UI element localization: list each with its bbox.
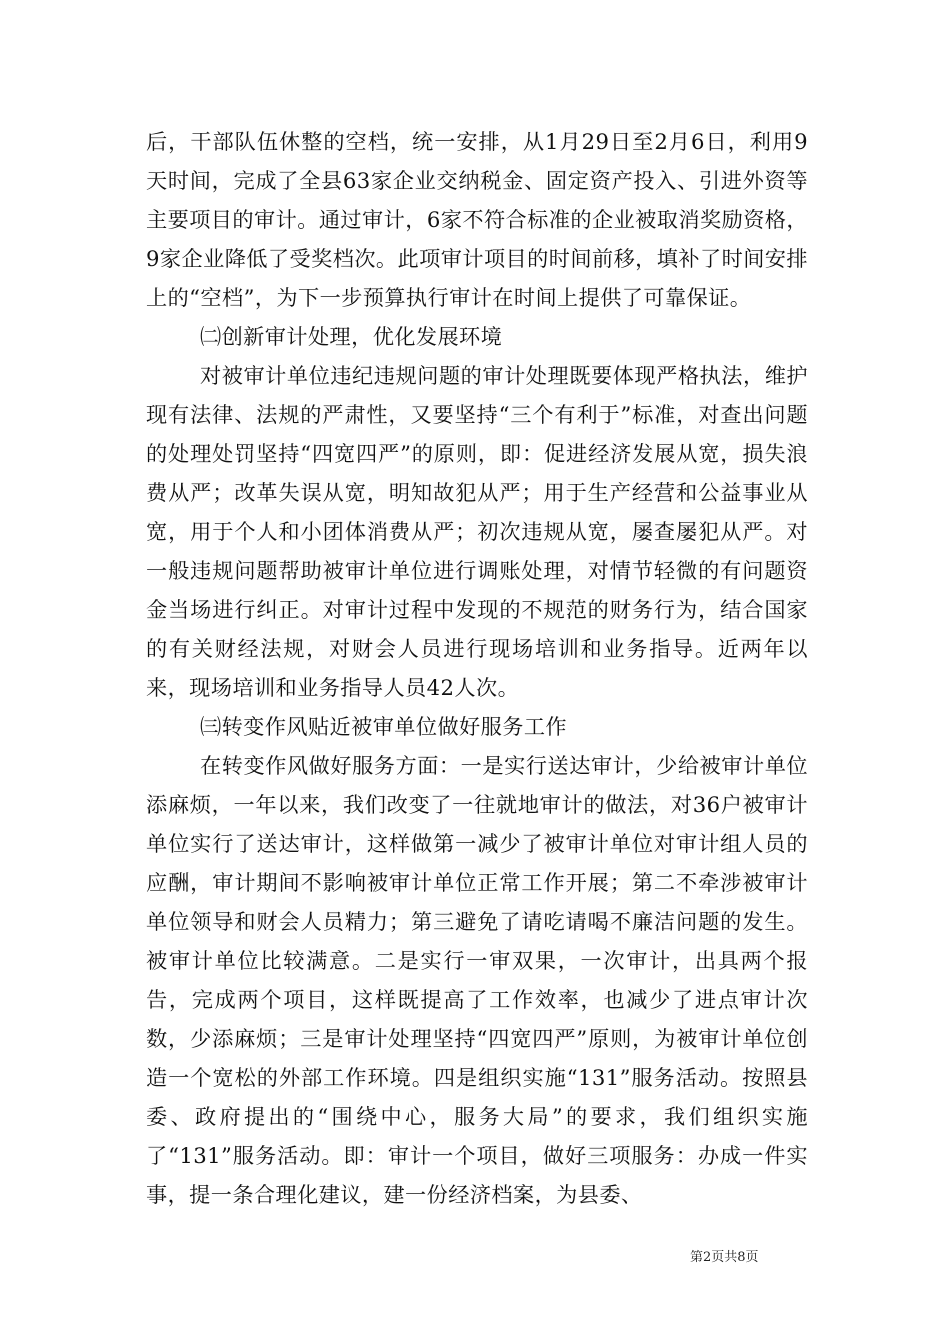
paragraph-continued: 后，干部队伍休整的空档，统一安排，从1月29日至2月6日，利用9天时间，完成了全县63家企业交纳税金、固定资产投入、引进外资等主要项目的审计。通过审计，6家不符合标准的企业被取消奖励资格，9家企业降低了受奖档次。此项审计项目的时间前移，填补了时间安排上的“空档”，为下一步预算执行审计在时间上提供了可靠保证。 bbox=[146, 129, 808, 310]
page-number-footer: 第2页共8页 bbox=[690, 1250, 759, 1265]
section-heading-3: ㈢转变作风贴近被审单位做好服务工作 bbox=[200, 714, 567, 739]
paragraph-audit-handling: 对被审计单位违纪违规问题的审计处理既要体现严格执法，维护现有法律、法规的严肃性，又要坚持“三个有利于”标准，对查出问题的处理处罚坚持“四宽四严”的原则，即：促进经济发展从宽，损失浪费从严；改革失误从宽，明知故犯从严；用于生产经营和公益事业从宽，用于个人和小团体消费从严；初次违规从宽，屡查屡犯从严。对一般违规问题帮助被审计单位进行调账处理，对情节轻微的有问题资金当场进行纠正。对审计过程中发现的不规范的财务行为，结合国家的有关财经法规，对财会人员进行现场培训和业务指导。近两年以来，现场培训和业务指导人员42人次。 bbox=[146, 363, 808, 700]
document-body bbox=[146, 122, 808, 1214]
section-heading-2: ㈡创新审计处理，优化发展环境 bbox=[200, 324, 503, 349]
paragraph-service-work: 在转变作风做好服务方面：一是实行送达审计，少给被审计单位添麻烦，一年以来，我们改变了一往就地审计的做法，对36户被审计单位实行了送达审计，这样做第一减少了被审计单位对审计组人员的应酬，审计期间不影响被审计单位正常工作开展；第二不牵涉被审计单位领导和财会人员精力；第三避免了请吃请喝不廉洁问题的发生。被审计单位比较满意。二是实行一审双果，一次审计，出具两个报告，完成两个项目，这样既提高了工作效率，也减少了进点审计次数，少添麻烦；三是审计处理坚持“四宽四严”原则，为被审计单位创造一个宽松的外部工作环境。四是组织实施“131”服务活动。按照县委、政府提出的“围绕中心，服务大局”的要求，我们组织实施了“131”服务活动。即：审计一个项目，做好三项服务：办成一件实事，提一条合理化建议，建一份经济档案，为县委、 bbox=[146, 753, 808, 1207]
